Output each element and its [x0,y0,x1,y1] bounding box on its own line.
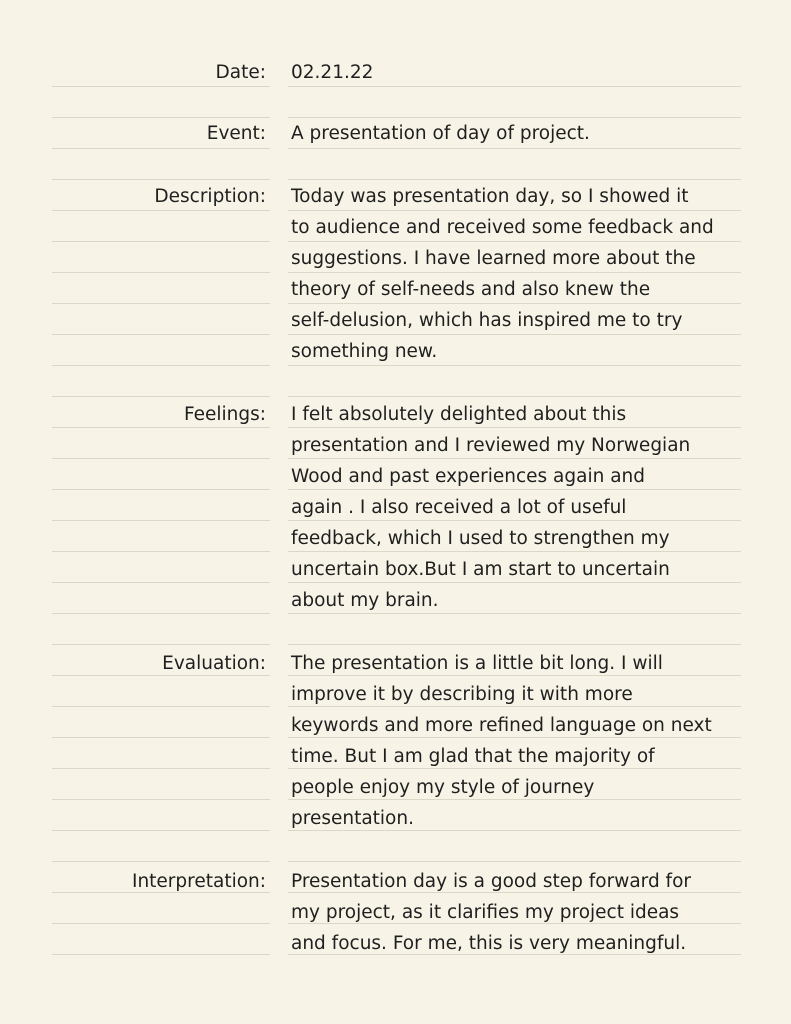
entry-value [291,181,743,367]
entry-text-line: time. But I am glad that the majority of [291,746,655,767]
entry-value [291,118,743,149]
entry-label: Evaluation: [162,653,266,674]
rule-line [52,334,270,335]
entry-text-line: again . I also received a lot of useful [291,497,627,518]
rule-line [52,799,270,800]
entry-text-line: my project, as it clarifies my project ideas [291,902,680,923]
rule-line [52,458,270,459]
rule-line [288,396,741,397]
rule-line [52,706,270,707]
rule-line [52,613,270,614]
entry-value [291,57,743,88]
entry-text-line: and focus. For me, this is very meaningful. [291,933,687,954]
entry-text-line: self-delusion, which has inspired me to try [291,310,683,331]
entry-text-line: Wood and past experiences again and [291,466,646,487]
rule-line [52,644,270,645]
entry-text-line: presentation. [291,808,414,829]
entry-text-line: people enjoy my style of journey [291,777,595,798]
rule-line [52,954,270,955]
entry-text-line: The presentation is a little bit long. I will [291,653,663,674]
rule-line [52,272,270,273]
rule-line [52,737,270,738]
entry-value [291,866,743,959]
rule-line [52,179,270,180]
rule-line [52,396,270,397]
entry-value [291,399,743,616]
rule-line [52,861,270,862]
entry-text-line: presentation and I reviewed my Norwegian [291,435,691,456]
rule-line [52,830,270,831]
entry-text-line: keywords and more refined language on next [291,715,712,736]
rule-line [52,551,270,552]
entry-text-line: improve it by describing it with more [291,684,633,705]
entry-text-line: suggestions. I have learned more about the [291,248,696,269]
rule-line [288,644,741,645]
entry-text-line: feedback, which I used to strengthen my [291,528,670,549]
entry-text-line: I felt absolutely delighted about this [291,404,627,425]
rule-line [52,365,270,366]
entry-value [291,648,743,834]
entry-label: Event: [206,123,266,144]
entry-text-line: something new. [291,341,438,362]
rule-line [52,520,270,521]
rule-line [52,582,270,583]
entry-text-line: A presentation of day of project. [291,123,590,144]
entry-text-line: Presentation day is a good step forward for [291,871,691,892]
entry-text-line: Today was presentation day, so I showed it [291,186,689,207]
entry-text-line: theory of self-needs and also knew the [291,279,651,300]
entry-text-line: to audience and received some feedback and [291,217,714,238]
rule-line [52,923,270,924]
rule-line [52,241,270,242]
entry-label: Feelings: [183,404,266,425]
entry-text-line: uncertain box.But I am start to uncertain [291,559,670,580]
rule-line [288,861,741,862]
entry-text-line: about my brain. [291,590,439,611]
entry-label: Description: [154,186,266,207]
entry-label: Interpretation: [131,871,266,892]
rule-line [52,489,270,490]
rule-line [52,303,270,304]
rule-line [288,179,741,180]
entry-label: Date: [215,62,266,83]
rule-line [52,768,270,769]
entry-text-line: 02.21.22 [291,62,374,83]
